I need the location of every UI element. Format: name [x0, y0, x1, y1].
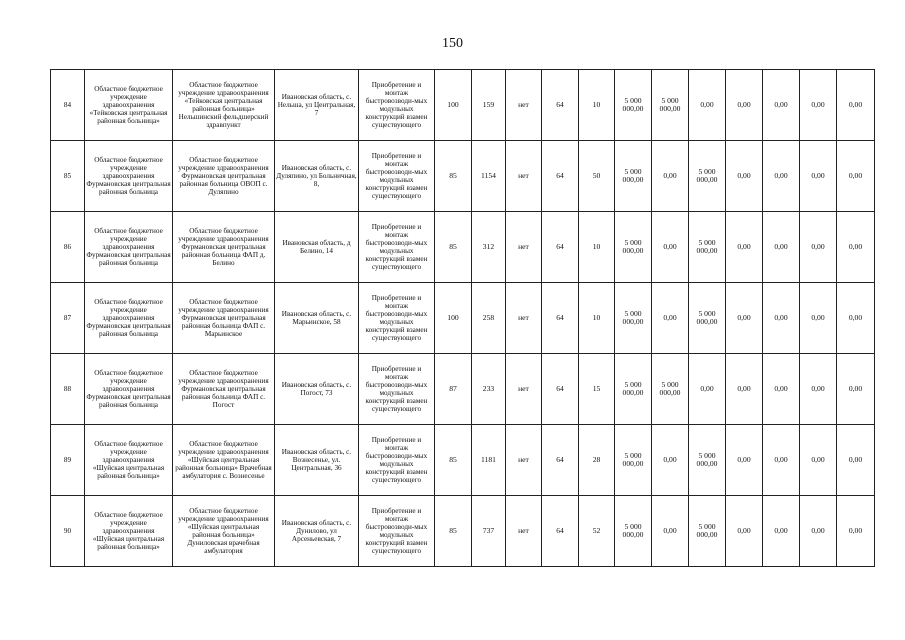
amount-cell	[652, 283, 689, 354]
amount-cell	[652, 354, 689, 425]
numeric-cell-text: 85	[449, 527, 457, 535]
numeric-cell	[542, 283, 579, 354]
amount-cell-text: 0,00	[774, 243, 788, 251]
amount-cell	[837, 141, 875, 212]
amount-cell	[689, 425, 726, 496]
amount-cell	[837, 70, 875, 141]
amount-cell	[726, 70, 763, 141]
amount-cell	[837, 212, 875, 283]
numeric-cell	[579, 283, 615, 354]
organization-cell-text: Областное бюджетное учреждение здравоохранения «Шуйская центральная районная больница»	[92, 511, 165, 551]
amount-cell-text: 0,00	[663, 314, 677, 322]
table-row	[51, 283, 875, 354]
table-row	[51, 212, 875, 283]
numeric-cell	[542, 354, 579, 425]
amount-cell-text: 0,00	[737, 172, 751, 180]
amount-cell	[800, 496, 837, 567]
amount-cell	[689, 283, 726, 354]
organization-cell	[85, 212, 173, 283]
availability-cell-text: нет	[518, 456, 529, 464]
facility-cell	[173, 70, 275, 141]
address-cell-text: Ивановская область, с. Марьинское, 58	[281, 310, 352, 326]
numeric-cell	[472, 283, 506, 354]
availability-cell	[506, 283, 542, 354]
action-cell	[359, 70, 435, 141]
numeric-cell-text: 85	[449, 243, 457, 251]
action-cell-text: Приобретение и монтаж быстровозводи-мых модульных конструкций взамен существующего	[365, 507, 428, 555]
row-number-text: 89	[63, 456, 72, 464]
numeric-cell-text: 28	[592, 456, 601, 464]
numeric-cell-text: 159	[482, 101, 495, 109]
amount-cell	[763, 141, 800, 212]
amount-cell-text: 0,00	[848, 314, 863, 322]
numeric-cell-text: 64	[556, 243, 564, 251]
amount-cell-text: 5 000 000,00	[696, 239, 718, 255]
row-number	[51, 496, 85, 567]
amount-cell	[689, 212, 726, 283]
numeric-cell-text: 85	[449, 456, 457, 464]
amount-cell	[763, 496, 800, 567]
row-number-text: 84	[63, 101, 72, 109]
organization-cell-text: Областное бюджетное учреждение здравоохранения Фурмановская центральная районная больница	[86, 227, 171, 267]
address-cell-text: Ивановская область, с. Вознесенье, ул. Центральная, 36	[281, 448, 352, 472]
amount-cell-text: 0,00	[663, 527, 677, 535]
organization-cell	[85, 496, 173, 567]
numeric-cell-text: 233	[482, 385, 495, 393]
amount-cell	[837, 496, 875, 567]
amount-cell-text: 5 000 000,00	[659, 381, 681, 397]
numeric-cell	[579, 70, 615, 141]
amount-cell	[652, 70, 689, 141]
facility-cell	[173, 425, 275, 496]
amount-cell-text: 0,00	[848, 385, 863, 393]
amount-cell-text: 5 000 000,00	[696, 168, 718, 184]
organization-cell	[85, 141, 173, 212]
amount-cell	[652, 496, 689, 567]
amount-cell	[726, 496, 763, 567]
organization-cell-text: Областное бюджетное учреждение здравоохранения Фурмановская центральная районная больница	[86, 369, 171, 409]
numeric-cell-text: 100	[447, 101, 459, 109]
amount-cell-text: 5 000 000,00	[696, 310, 718, 326]
amount-cell-text: 5 000 000,00	[622, 97, 644, 113]
numeric-cell-text: 64	[556, 527, 564, 535]
organization-cell-text: Областное бюджетное учреждение здравоохранения «Шуйская центральная районная больница»	[92, 440, 165, 480]
amount-cell-text: 0,00	[737, 101, 751, 109]
amount-cell-text: 0,00	[663, 243, 677, 251]
page-number: 150	[442, 36, 463, 51]
address-cell-text: Ивановская область, с. Погост, 73	[281, 381, 352, 397]
facility-cell	[173, 141, 275, 212]
amount-cell	[652, 425, 689, 496]
action-cell-text: Приобретение и монтаж быстровозводи-мых модульных конструкций взамен существующего	[365, 81, 428, 129]
numeric-cell	[472, 425, 506, 496]
numeric-cell	[542, 425, 579, 496]
numeric-cell	[579, 496, 615, 567]
row-number-text: 87	[63, 314, 72, 322]
amount-cell	[689, 141, 726, 212]
amount-cell-text: 0,00	[737, 314, 751, 322]
amount-cell-text: 0,00	[774, 385, 788, 393]
numeric-cell-text: 64	[556, 314, 564, 322]
amount-cell-text: 0,00	[663, 456, 677, 464]
organization-cell-text: Областное бюджетное учреждение здравоохранения Фурмановская центральная районная больница	[86, 156, 171, 196]
amount-cell	[689, 496, 726, 567]
numeric-cell-text: 737	[482, 527, 495, 535]
amount-cell	[615, 212, 652, 283]
amount-cell	[763, 283, 800, 354]
row-number	[51, 354, 85, 425]
facility-cell-text: Областное бюджетное учреждение здравоохранения «Шуйская центральная районная больница» Врачебная амбулатория с. Вознесенье	[175, 440, 272, 480]
row-number	[51, 70, 85, 141]
table-row	[51, 354, 875, 425]
facility-cell	[173, 496, 275, 567]
amount-cell	[763, 212, 800, 283]
amount-cell	[615, 425, 652, 496]
amount-cell-text: 5 000 000,00	[622, 168, 644, 184]
amount-cell	[800, 212, 837, 283]
amount-cell-text: 0,00	[663, 172, 677, 180]
action-cell-text: Приобретение и монтаж быстровозводи-мых модульных конструкций взамен существующего	[365, 294, 428, 342]
row-number-text: 88	[63, 385, 72, 393]
amount-cell-text: 0,00	[737, 385, 751, 393]
numeric-cell	[579, 425, 615, 496]
address-cell	[275, 212, 359, 283]
amount-cell-text: 0,00	[737, 456, 751, 464]
amount-cell-text: 0,00	[774, 172, 788, 180]
amount-cell-text: 5 000 000,00	[659, 97, 681, 113]
amount-cell-text: 5 000 000,00	[622, 239, 644, 255]
numeric-cell	[472, 141, 506, 212]
facility-cell	[173, 283, 275, 354]
availability-cell	[506, 425, 542, 496]
amount-cell	[726, 425, 763, 496]
address-cell-text: Ивановская область, с. Нельша, ул Центральная, 7	[277, 93, 356, 117]
numeric-cell	[472, 496, 506, 567]
amount-cell-text: 5 000 000,00	[622, 523, 644, 539]
amount-cell	[615, 496, 652, 567]
table-row	[51, 496, 875, 567]
table-row	[51, 70, 875, 141]
numeric-cell	[579, 141, 615, 212]
facility-cell-text: Областное бюджетное учреждение здравоохранения Фурмановская центральная районная больница ФАП д. Белино	[178, 227, 269, 267]
amount-cell	[726, 212, 763, 283]
row-number	[51, 141, 85, 212]
facility-cell-text: Областное бюджетное учреждение здравоохранения Фурмановская центральная районная больница ФАП с. Марьинское	[178, 298, 269, 338]
address-cell	[275, 354, 359, 425]
numeric-cell-text: 64	[556, 385, 564, 393]
row-number	[51, 283, 85, 354]
row-number-text: 86	[63, 243, 72, 251]
amount-cell-text: 0,00	[848, 172, 863, 180]
numeric-cell-text: 52	[592, 527, 601, 535]
amount-cell	[800, 141, 837, 212]
address-cell-text: Ивановская область, с. Дуляпино, ул Больничная, 8,	[276, 164, 357, 188]
table-body	[51, 70, 875, 567]
amount-cell-text: 5 000 000,00	[696, 452, 718, 468]
amount-cell	[726, 283, 763, 354]
numeric-cell	[435, 354, 472, 425]
amount-cell-text: 0,00	[811, 456, 825, 464]
amount-cell	[837, 283, 875, 354]
action-cell-text: Приобретение и монтаж быстровозводи-мых модульных конструкций взамен существующего	[365, 223, 428, 271]
amount-cell-text: 0,00	[811, 527, 825, 535]
action-cell-text: Приобретение и монтаж быстровозводи-мых модульных конструкций взамен существующего	[365, 436, 428, 484]
amount-cell	[615, 283, 652, 354]
amount-cell	[763, 70, 800, 141]
address-cell-text: Ивановская область, с. Дунилово, ул Арсеньевская, 7	[281, 519, 352, 543]
amount-cell-text: 5 000 000,00	[622, 310, 644, 326]
action-cell	[359, 425, 435, 496]
address-cell-text: Ивановская область, д Белино, 14	[282, 239, 351, 255]
numeric-cell-text: 64	[556, 456, 564, 464]
numeric-cell	[542, 212, 579, 283]
amount-cell-text: 0,00	[774, 456, 788, 464]
row-number-text: 85	[63, 172, 72, 180]
availability-cell-text: нет	[518, 243, 529, 251]
address-cell	[275, 141, 359, 212]
numeric-cell-text: 85	[449, 172, 457, 180]
amount-cell-text: 0,00	[811, 101, 825, 109]
numeric-cell-text: 64	[556, 101, 564, 109]
action-cell-text: Приобретение и монтаж быстровозводи-мых модульных конструкций взамен существующего	[365, 365, 428, 413]
availability-cell	[506, 212, 542, 283]
numeric-cell-text: 10	[592, 314, 601, 322]
amount-cell	[800, 354, 837, 425]
numeric-cell	[435, 496, 472, 567]
facility-cell	[173, 212, 275, 283]
numeric-cell-text: 15	[592, 385, 601, 393]
amount-cell-text: 5 000 000,00	[696, 523, 718, 539]
amount-cell	[652, 141, 689, 212]
action-cell	[359, 496, 435, 567]
numeric-cell-text: 10	[592, 101, 601, 109]
organization-cell	[85, 70, 173, 141]
availability-cell	[506, 70, 542, 141]
amount-cell	[689, 354, 726, 425]
row-number-text: 90	[63, 527, 72, 535]
action-cell	[359, 141, 435, 212]
organization-cell-text: Областное бюджетное учреждение здравоохранения Фурмановская центральная районная больница	[86, 298, 171, 338]
organization-cell-text: Областное бюджетное учреждение здравоохранения «Тейковская центральная районная больница»	[89, 85, 168, 125]
numeric-cell	[542, 496, 579, 567]
amount-cell	[837, 425, 875, 496]
numeric-cell	[579, 354, 615, 425]
numeric-cell-text: 258	[482, 314, 495, 322]
amount-cell	[615, 141, 652, 212]
amount-cell-text: 0,00	[811, 314, 825, 322]
numeric-cell-text: 10	[592, 243, 601, 251]
numeric-cell-text: 312	[482, 243, 495, 251]
address-cell	[275, 283, 359, 354]
amount-cell-text: 0,00	[774, 101, 788, 109]
numeric-cell	[472, 70, 506, 141]
amount-cell-text: 5 000 000,00	[622, 452, 644, 468]
numeric-cell-text: 50	[592, 172, 601, 180]
facilities-table	[50, 69, 875, 567]
amount-cell-text: 0,00	[774, 527, 788, 535]
numeric-cell	[472, 212, 506, 283]
amount-cell	[652, 212, 689, 283]
amount-cell	[726, 354, 763, 425]
numeric-cell	[435, 425, 472, 496]
amount-cell-text: 0,00	[700, 101, 714, 109]
amount-cell	[800, 425, 837, 496]
amount-cell	[689, 70, 726, 141]
row-number	[51, 212, 85, 283]
organization-cell	[85, 283, 173, 354]
availability-cell	[506, 496, 542, 567]
amount-cell-text: 5 000 000,00	[622, 381, 644, 397]
facility-cell-text: Областное бюджетное учреждение здравоохранения «Тейковская центральная районная больница» Нельшинский фельдшерский здравпункт	[178, 81, 269, 129]
amount-cell-text: 0,00	[848, 243, 863, 251]
numeric-cell-text: 1154	[481, 172, 496, 180]
numeric-cell-text: 87	[449, 385, 457, 393]
numeric-cell-text: 100	[447, 314, 459, 322]
table-row	[51, 141, 875, 212]
address-cell	[275, 425, 359, 496]
numeric-cell	[435, 70, 472, 141]
row-number	[51, 425, 85, 496]
action-cell	[359, 354, 435, 425]
amount-cell-text: 0,00	[848, 527, 863, 535]
availability-cell-text: нет	[518, 527, 529, 535]
numeric-cell-text: 64	[556, 172, 564, 180]
availability-cell-text: нет	[518, 385, 529, 393]
availability-cell-text: нет	[518, 172, 529, 180]
numeric-cell	[435, 212, 472, 283]
amount-cell-text: 0,00	[811, 243, 825, 251]
numeric-cell	[542, 70, 579, 141]
numeric-cell	[472, 354, 506, 425]
numeric-cell-text: 1181	[481, 456, 496, 464]
amount-cell-text: 0,00	[848, 101, 863, 109]
amount-cell-text: 0,00	[737, 527, 751, 535]
facility-cell-text: Областное бюджетное учреждение здравоохранения Фурмановская центральная районная больница ФАП с. Погост	[178, 369, 269, 409]
amount-cell	[800, 283, 837, 354]
amount-cell	[837, 354, 875, 425]
amount-cell-text: 0,00	[737, 243, 751, 251]
amount-cell	[800, 70, 837, 141]
organization-cell	[85, 354, 173, 425]
action-cell-text: Приобретение и монтаж быстровозводи-мых модульных конструкций взамен существующего	[365, 152, 428, 200]
address-cell	[275, 70, 359, 141]
availability-cell	[506, 141, 542, 212]
action-cell	[359, 283, 435, 354]
table-row	[51, 425, 875, 496]
action-cell	[359, 212, 435, 283]
facility-cell-text: Областное бюджетное учреждение здравоохранения «Шуйская центральная районная больница» Дуниловская врачебная амбулатория	[178, 507, 269, 555]
numeric-cell	[435, 283, 472, 354]
amount-cell	[726, 141, 763, 212]
availability-cell	[506, 354, 542, 425]
amount-cell-text: 0,00	[811, 172, 825, 180]
address-cell	[275, 496, 359, 567]
numeric-cell	[579, 212, 615, 283]
amount-cell	[763, 354, 800, 425]
amount-cell	[615, 354, 652, 425]
facility-cell	[173, 354, 275, 425]
amount-cell-text: 0,00	[700, 385, 714, 393]
numeric-cell	[435, 141, 472, 212]
availability-cell-text: нет	[518, 314, 529, 322]
organization-cell	[85, 425, 173, 496]
numeric-cell	[542, 141, 579, 212]
amount-cell-text: 0,00	[848, 456, 863, 464]
amount-cell	[615, 70, 652, 141]
amount-cell-text: 0,00	[811, 385, 825, 393]
facility-cell-text: Областное бюджетное учреждение здравоохранения Фурмановская центральная районная больница ОВОП с. Дуляпино	[178, 156, 269, 196]
availability-cell-text: нет	[518, 101, 529, 109]
amount-cell	[763, 425, 800, 496]
amount-cell-text: 0,00	[774, 314, 788, 322]
